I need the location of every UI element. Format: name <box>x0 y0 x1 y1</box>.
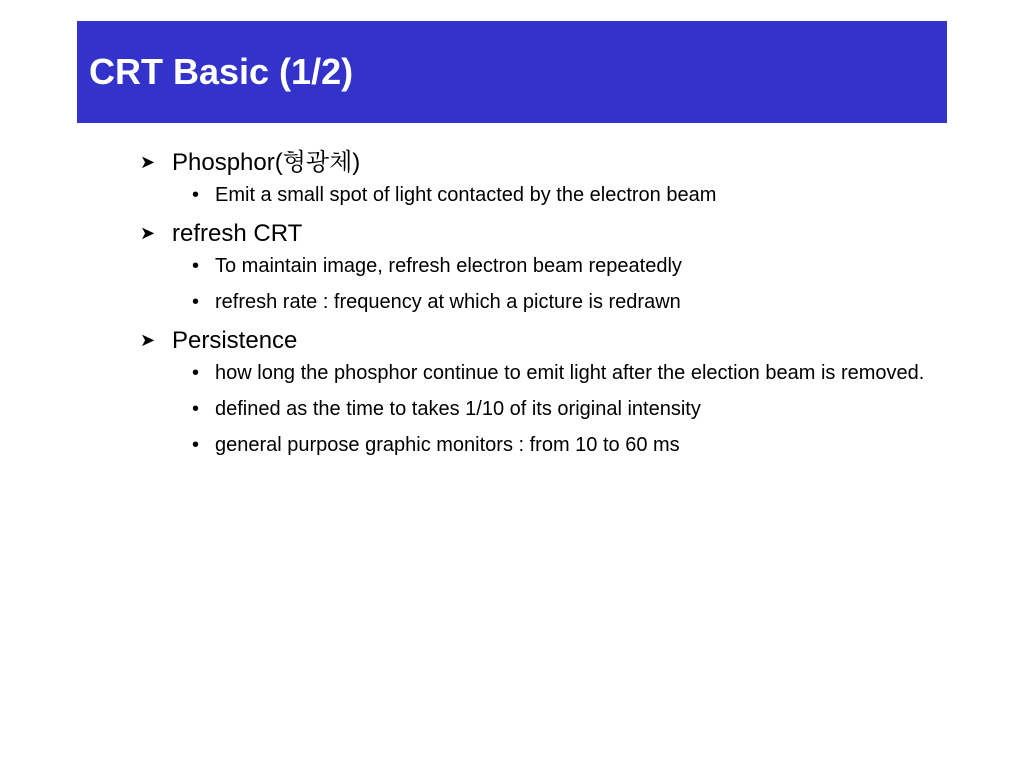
bullet-text: defined as the time to takes 1/10 of its original intensity <box>215 398 701 420</box>
arrow-bullet-icon: ➤ <box>140 223 156 243</box>
bullet-list <box>140 183 930 208</box>
title-bar <box>77 21 947 123</box>
arrow-bullet-icon: ➤ <box>140 330 156 350</box>
section-heading <box>140 219 930 248</box>
bullet-text: Emit a small spot of light contacted by the electron beam <box>215 184 717 206</box>
bullet-dot-icon: • <box>192 255 200 277</box>
bullet-dot-icon: • <box>192 398 200 420</box>
section-heading-text: refresh CRT <box>172 220 303 247</box>
bullet-item <box>140 433 930 458</box>
bullet-dot-icon: • <box>192 434 200 456</box>
slide-content <box>140 148 930 469</box>
bullet-list <box>140 361 930 458</box>
bullet-item <box>140 361 930 386</box>
bullet-item <box>140 254 930 279</box>
arrow-bullet-icon: ➤ <box>140 152 156 172</box>
section-heading-text: Phosphor(형광체) <box>172 149 361 176</box>
slide-title: CRT Basic (1/2) <box>89 51 354 92</box>
bullet-text: general purpose graphic monitors : from 10 to 60 ms <box>215 434 680 456</box>
bullet-dot-icon: • <box>192 362 200 384</box>
bullet-text: To maintain image, refresh electron beam repeatedly <box>215 255 682 277</box>
section-heading <box>140 326 930 355</box>
bullet-text: how long the phosphor continue to emit light after the election beam is removed. <box>215 362 925 384</box>
bullet-text: refresh rate : frequency at which a picture is redrawn <box>215 291 681 313</box>
bullet-dot-icon: • <box>192 291 200 313</box>
bullet-item <box>140 397 930 422</box>
bullet-item <box>140 183 930 208</box>
section-heading-text: Persistence <box>172 327 298 354</box>
bullet-list <box>140 254 930 315</box>
bullet-item <box>140 290 930 315</box>
section-heading <box>140 148 930 177</box>
bullet-dot-icon: • <box>192 184 200 206</box>
